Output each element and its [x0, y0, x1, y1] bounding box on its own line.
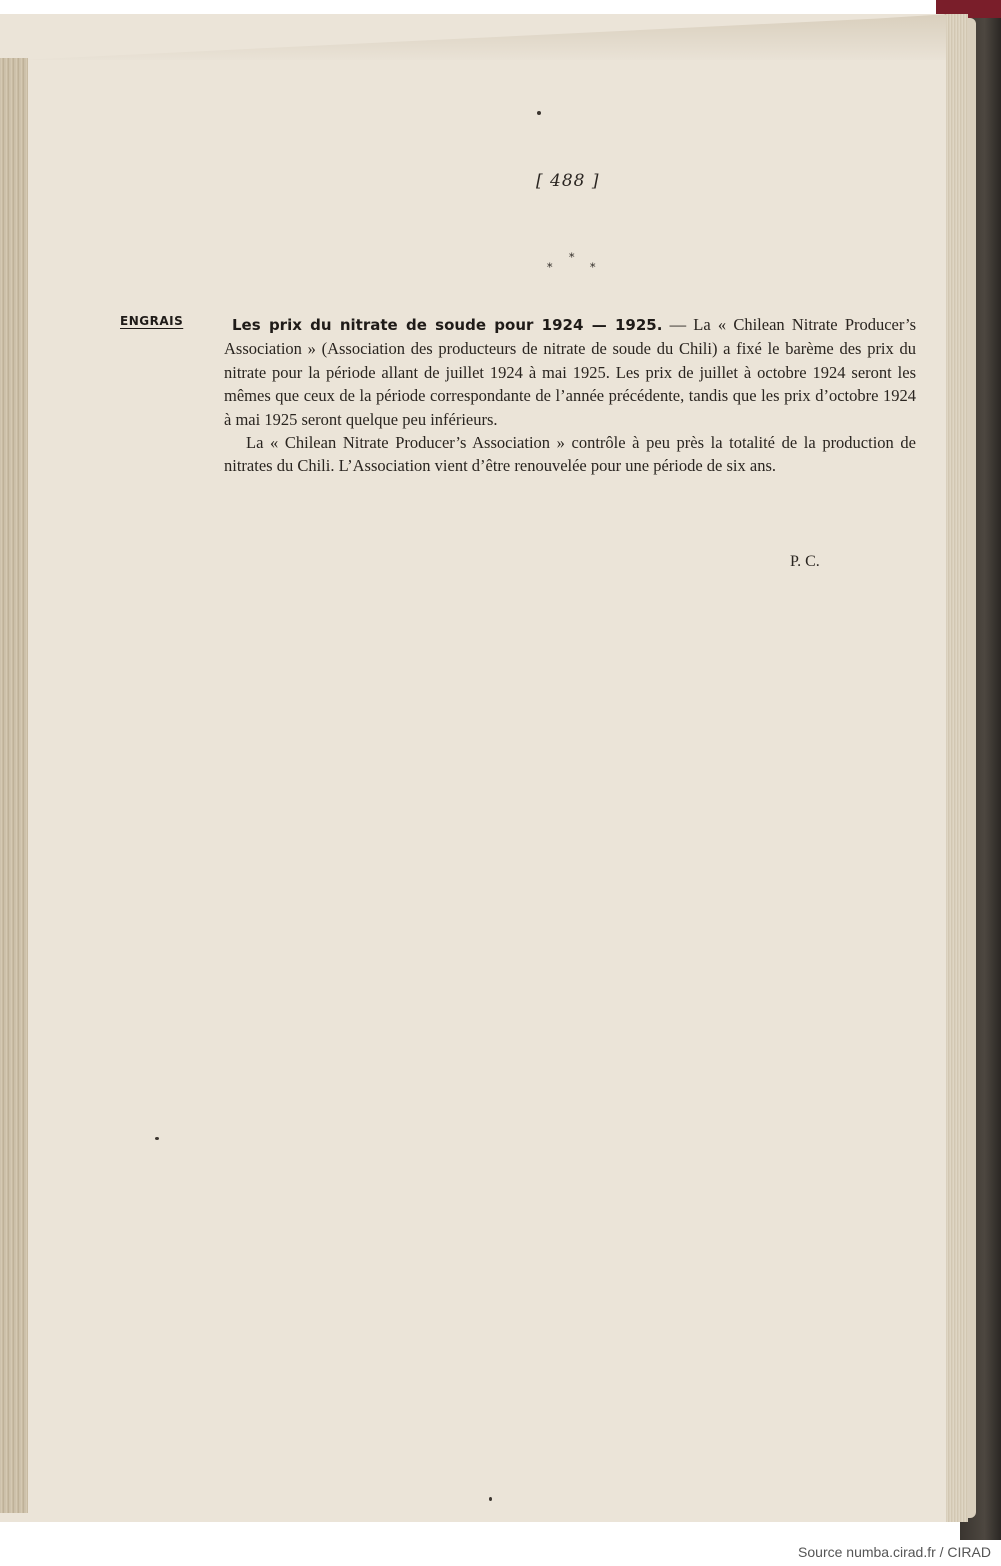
ink-speck — [155, 1137, 159, 1140]
author-initials: P. C. — [790, 553, 820, 570]
book-page — [0, 14, 958, 1522]
page-number: [ 488 ] — [536, 171, 600, 191]
article-heading: Les prix du nitrate de soude pour 1924 — 1925. — [232, 316, 663, 334]
ink-speck — [489, 1497, 492, 1501]
asterism-star: * — [569, 251, 575, 264]
page-right-edge — [946, 14, 968, 1522]
margin-section-label: ENGRAIS — [120, 314, 184, 328]
article-body — [224, 313, 916, 478]
page-stack-edge — [0, 58, 28, 1513]
asterism-star: * — [547, 261, 553, 274]
asterism-star: * — [590, 261, 596, 274]
source-credit: Source numba.cirad.fr / CIRAD — [798, 1544, 991, 1560]
ink-speck — [537, 111, 541, 115]
paragraph-2: La « Chilean Nitrate Producer’s Association » contrôle à peu près la totalité de la production de nitrates du Chili. L’Association vient d’être renouvelée pour une période de six ans. — [224, 433, 916, 476]
paragraph-1-text: — La « Chilean Nitrate Producer’s Association » (Association des producteurs de nitrate de soude du Chili) a fixé le barème des prix du nitrate pour la période allant de juillet 1924 à mai 1925. Les prix de juillet à octobre 1924 seront les mêmes que ceux de la période correspondante de l’année précédente, tandis que les prix d’octobre 1924 à mai 1925 seront quelque peu inférieurs. — [224, 315, 916, 429]
paragraph-1 — [224, 313, 916, 431]
section-asterism — [542, 251, 598, 281]
